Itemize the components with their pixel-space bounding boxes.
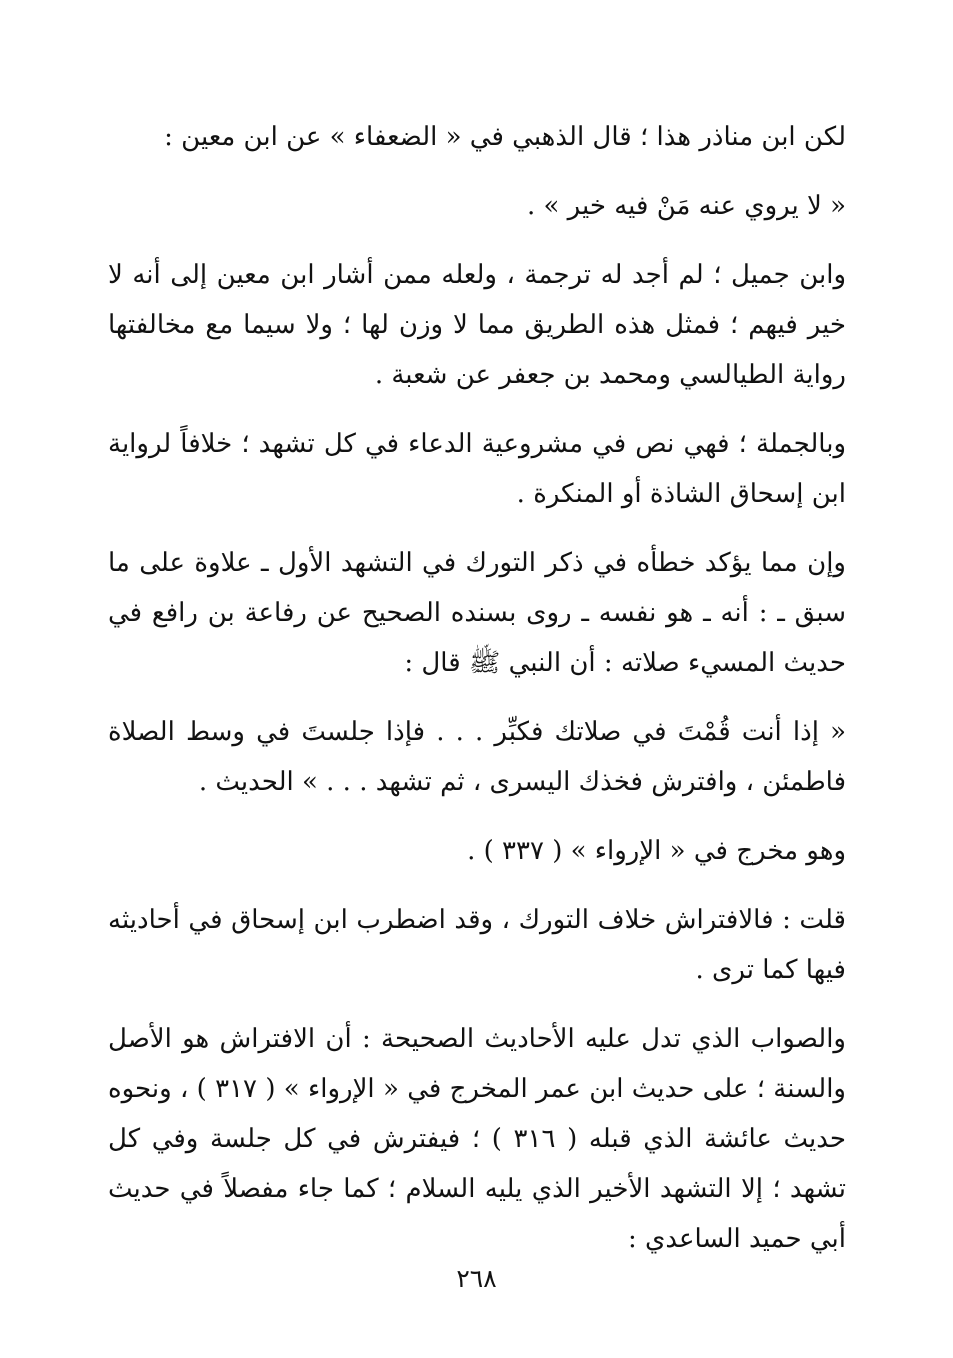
- paragraph-1: لكن ابن مناذر هذا ؛ قال الذهبي في « الضعفاء » عن ابن معين :: [164, 122, 846, 152]
- paragraph-4: وبالجملة ؛ فهي نص في مشروعية الدعاء في كل تشهد ؛ خلافاً لرواية ابن إسحاق الشاذة أو المنكرة .: [108, 429, 846, 509]
- paragraph-8: قلت : فالافتراش خلاف التورك ، وقد اضطرب ابن إسحاق في أحاديثه فيها كما ترى .: [108, 905, 846, 985]
- paragraph-6-hadith: « إذا أنت قُمْتَ في صلاتك فكبِّر . . . فإذا جلستَ في وسط الصلاة فاطمئن ، وافترش فخذك اليسرى ، ثم تشهد . . . » الحديث .: [108, 717, 846, 797]
- paragraph-7: وهو مخرج في « الإرواء » ( ٣٣٧ ) .: [467, 836, 846, 866]
- page-body: [108, 112, 846, 1283]
- paragraph-9: والصواب الذي تدل عليه الأحاديث الصحيحة : أن الافتراش هو الأصل والسنة ؛ على حديث ابن عمر المخرج في « الإرواء » ( ٣١٧ ) ، ونحوه حديث عائشة الذي قبله ( ٣١٦ ) ؛ فيفترش في كل جلسة وفي كل تشهد ؛ إلا التشهد الأخير الذي يليه السلام ؛ كما جاء مفصلاً في حديث أبي حميد الساعدي :: [108, 1024, 846, 1254]
- page-number: ٢٦٨: [456, 1264, 497, 1293]
- paragraph-3: وابن جميل ؛ لم أجد له ترجمة ، ولعله ممن أشار ابن معين إلى أنه لا خير فيهم ؛ فمثل هذه الطريق مما لا وزن لها ؛ ولا سيما مع مخالفتها رواية الطيالسي ومحمد بن جعفر عن شعبة .: [108, 260, 846, 390]
- paragraph-2-quote: « لا يروي عنه مَنْ فيه خير » .: [526, 191, 846, 221]
- paragraph-5: وإن مما يؤكد خطأه في ذكر التورك في التشهد الأول ـ علاوة على ما سبق ـ : أنه ـ هو نفسه ـ روى بسنده الصحيح عن رفاعة بن رافع في حديث المسيء صلاته : أن النبي ﷺ قال :: [108, 548, 846, 678]
